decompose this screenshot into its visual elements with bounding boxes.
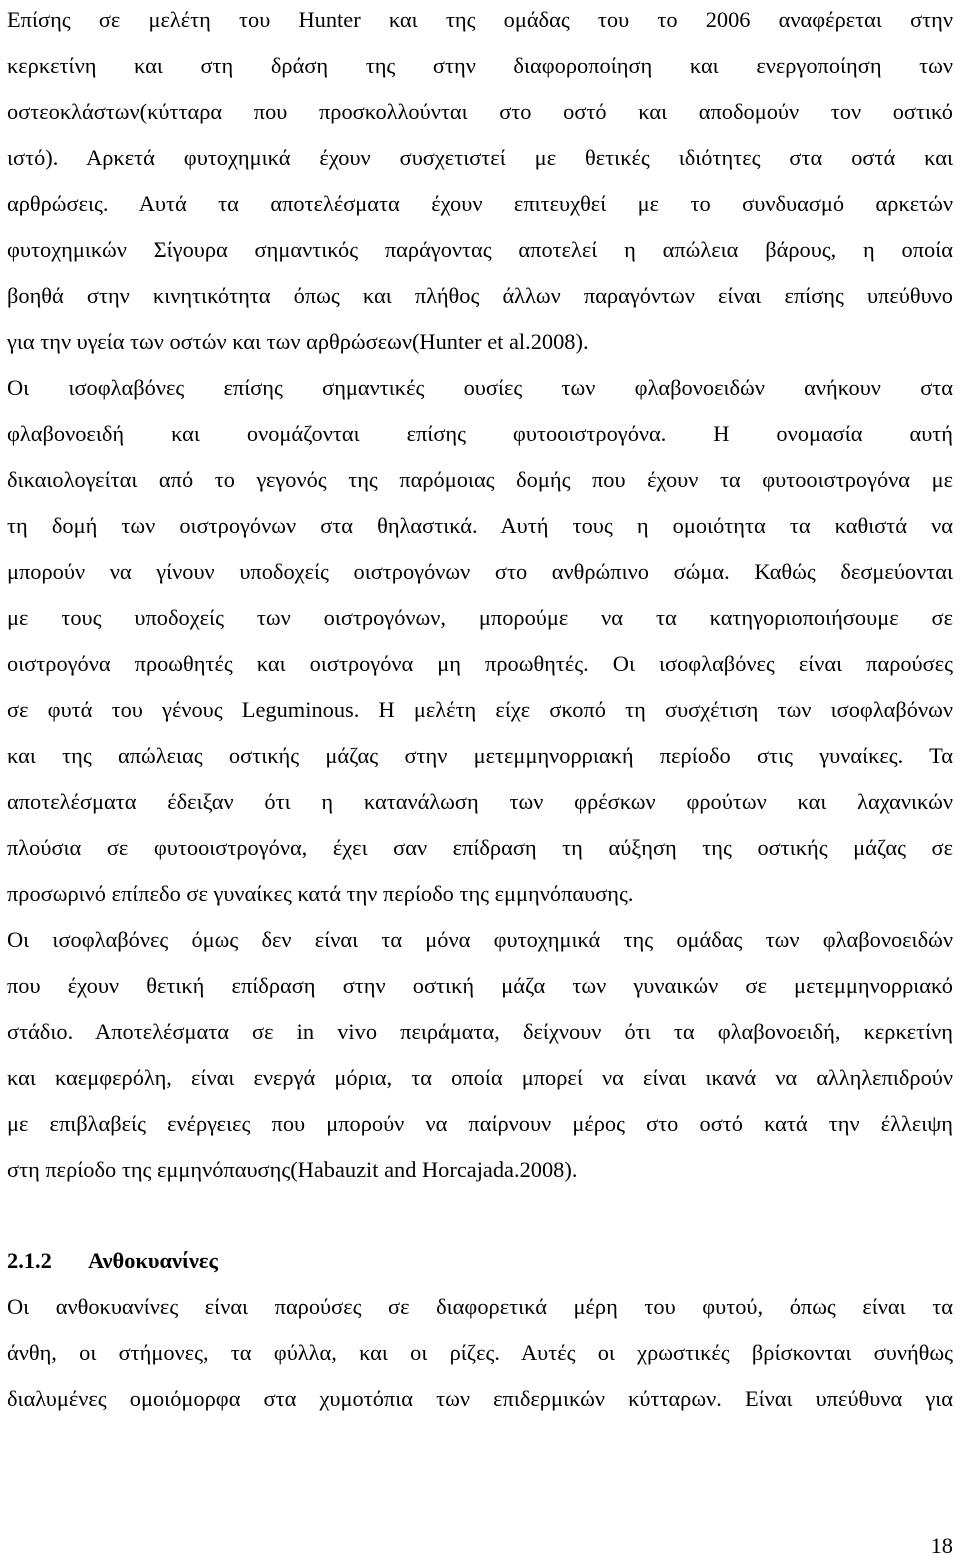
text-line: οστεοκλάστων(κύτταρα που προσκολλούνται στο οστό και αποδομούν τον οστικό bbox=[7, 99, 953, 124]
text-line: που έχουν θετική επίδραση στην οστική μάζα των γυναικών σε μετεμμηνορριακό bbox=[7, 973, 953, 998]
text-line: προσωρινό επίπεδο σε γυναίκες κατά την περίοδο της εμμηνόπαυσης. bbox=[7, 881, 634, 906]
text-line: ιστό). Αρκετά φυτοχημικά έχουν συσχετιστεί με θετικές ιδιότητες στα οστά και bbox=[7, 145, 953, 170]
section-heading bbox=[7, 1245, 218, 1277]
text-line: στάδιο. Αποτελέσματα σε in vivo πειράματα, δείχνουν ότι τα φλαβονοειδή, κερκετίνη bbox=[7, 1019, 953, 1044]
text-line: άνθη, οι στήμονες, τα φύλλα, και οι ρίζες. Αυτές οι χρωστικές βρίσκονται συνήθως bbox=[7, 1340, 953, 1365]
text-line: Οι ανθοκυανίνες είναι παρούσες σε διαφορετικά μέρη του φυτού, όπως είναι τα bbox=[7, 1294, 953, 1319]
text-line: οιστρογόνα προωθητές και οιστρογόνα μη προωθητές. Οι ισοφλαβόνες είναι παρούσες bbox=[7, 651, 953, 676]
text-line: Επίσης σε μελέτη του Hunter και της ομάδας του το 2006 αναφέρεται στην bbox=[7, 7, 953, 32]
text-line: για την υγεία των οστών και των αρθρώσεων(Hunter et al.2008). bbox=[7, 329, 589, 354]
text-line: βοηθά στην κινητικότητα όπως και πλήθος άλλων παραγόντων είναι επίσης υπεύθυνο bbox=[7, 283, 953, 308]
section-title: Ανθοκυανίνες bbox=[88, 1248, 218, 1273]
text-line: σε φυτά του γένους Leguminous. Η μελέτη είχε σκοπό τη συσχέτιση των ισοφλαβόνων bbox=[7, 697, 953, 722]
text-line: διαλυμένες ομοιόμορφα στα χυμοτόπια των επιδερμικών κύτταρων. Είναι υπεύθυνα για bbox=[7, 1386, 953, 1411]
page-number: 18 bbox=[930, 1533, 953, 1558]
text-line: φυτοχημικών Σίγουρα σημαντικός παράγοντας αποτελεί η απώλεια βάρους, η οποία bbox=[7, 237, 953, 262]
text-line: πλούσια σε φυτοοιστρογόνα, έχει σαν επίδραση τη αύξηση της οστικής μάζας σε bbox=[7, 835, 953, 860]
text-line: φλαβονοειδή και ονομάζονται επίσης φυτοοιστρογόνα. Η ονομασία αυτή bbox=[7, 421, 953, 446]
text-line: αποτελέσματα έδειξαν ότι η κατανάλωση των φρέσκων φρούτων και λαχανικών bbox=[7, 789, 953, 814]
text-line: κερκετίνη και στη δράση της στην διαφοροποίηση και ενεργοποίηση των bbox=[7, 53, 953, 78]
text-line: μπορούν να γίνουν υποδοχείς οιστρογόνων στο ανθρώπινο σώμα. Καθώς δεσμεύονται bbox=[7, 559, 953, 584]
text-line: Οι ισοφλαβόνες όμως δεν είναι τα μόνα φυτοχημικά της ομάδας των φλαβονοειδών bbox=[7, 927, 953, 952]
text-line: αρθρώσεις. Αυτά τα αποτελέσματα έχουν επιτευχθεί με το συνδυασμό αρκετών bbox=[7, 191, 953, 216]
text-line: με επιβλαβείς ενέργειες που μπορούν να παίρνουν μέρος στο οστό κατά την έλλειψη bbox=[7, 1111, 953, 1136]
section-number: 2.1.2 bbox=[7, 1248, 52, 1273]
text-line: δικαιολογείται από το γεγονός της παρόμοιας δομής που έχουν τα φυτοοιστρογόνα με bbox=[7, 467, 953, 492]
text-line: και καεμφερόλη, είναι ενεργά μόρια, τα οποία μπορεί να είναι ικανά να αλληλεπιδρούν bbox=[7, 1065, 953, 1090]
text-line: με τους υποδοχείς των οιστρογόνων, μπορούμε να τα κατηγοριοποιήσουμε σε bbox=[7, 605, 953, 630]
text-line: και της απώλειας οστικής μάζας στην μετεμμηνορριακή περίοδο στις γυναίκες. Τα bbox=[7, 743, 953, 768]
text-line: στη περίοδο της εμμηνόπαυσης(Habauzit and Horcajada.2008). bbox=[7, 1157, 578, 1182]
text-line: Οι ισοφλαβόνες επίσης σημαντικές ουσίες των φλαβονοειδών ανήκουν στα bbox=[7, 375, 953, 400]
text-line: τη δομή των οιστρογόνων στα θηλαστικά. Αυτή τους η ομοιότητα τα καθιστά να bbox=[7, 513, 953, 538]
